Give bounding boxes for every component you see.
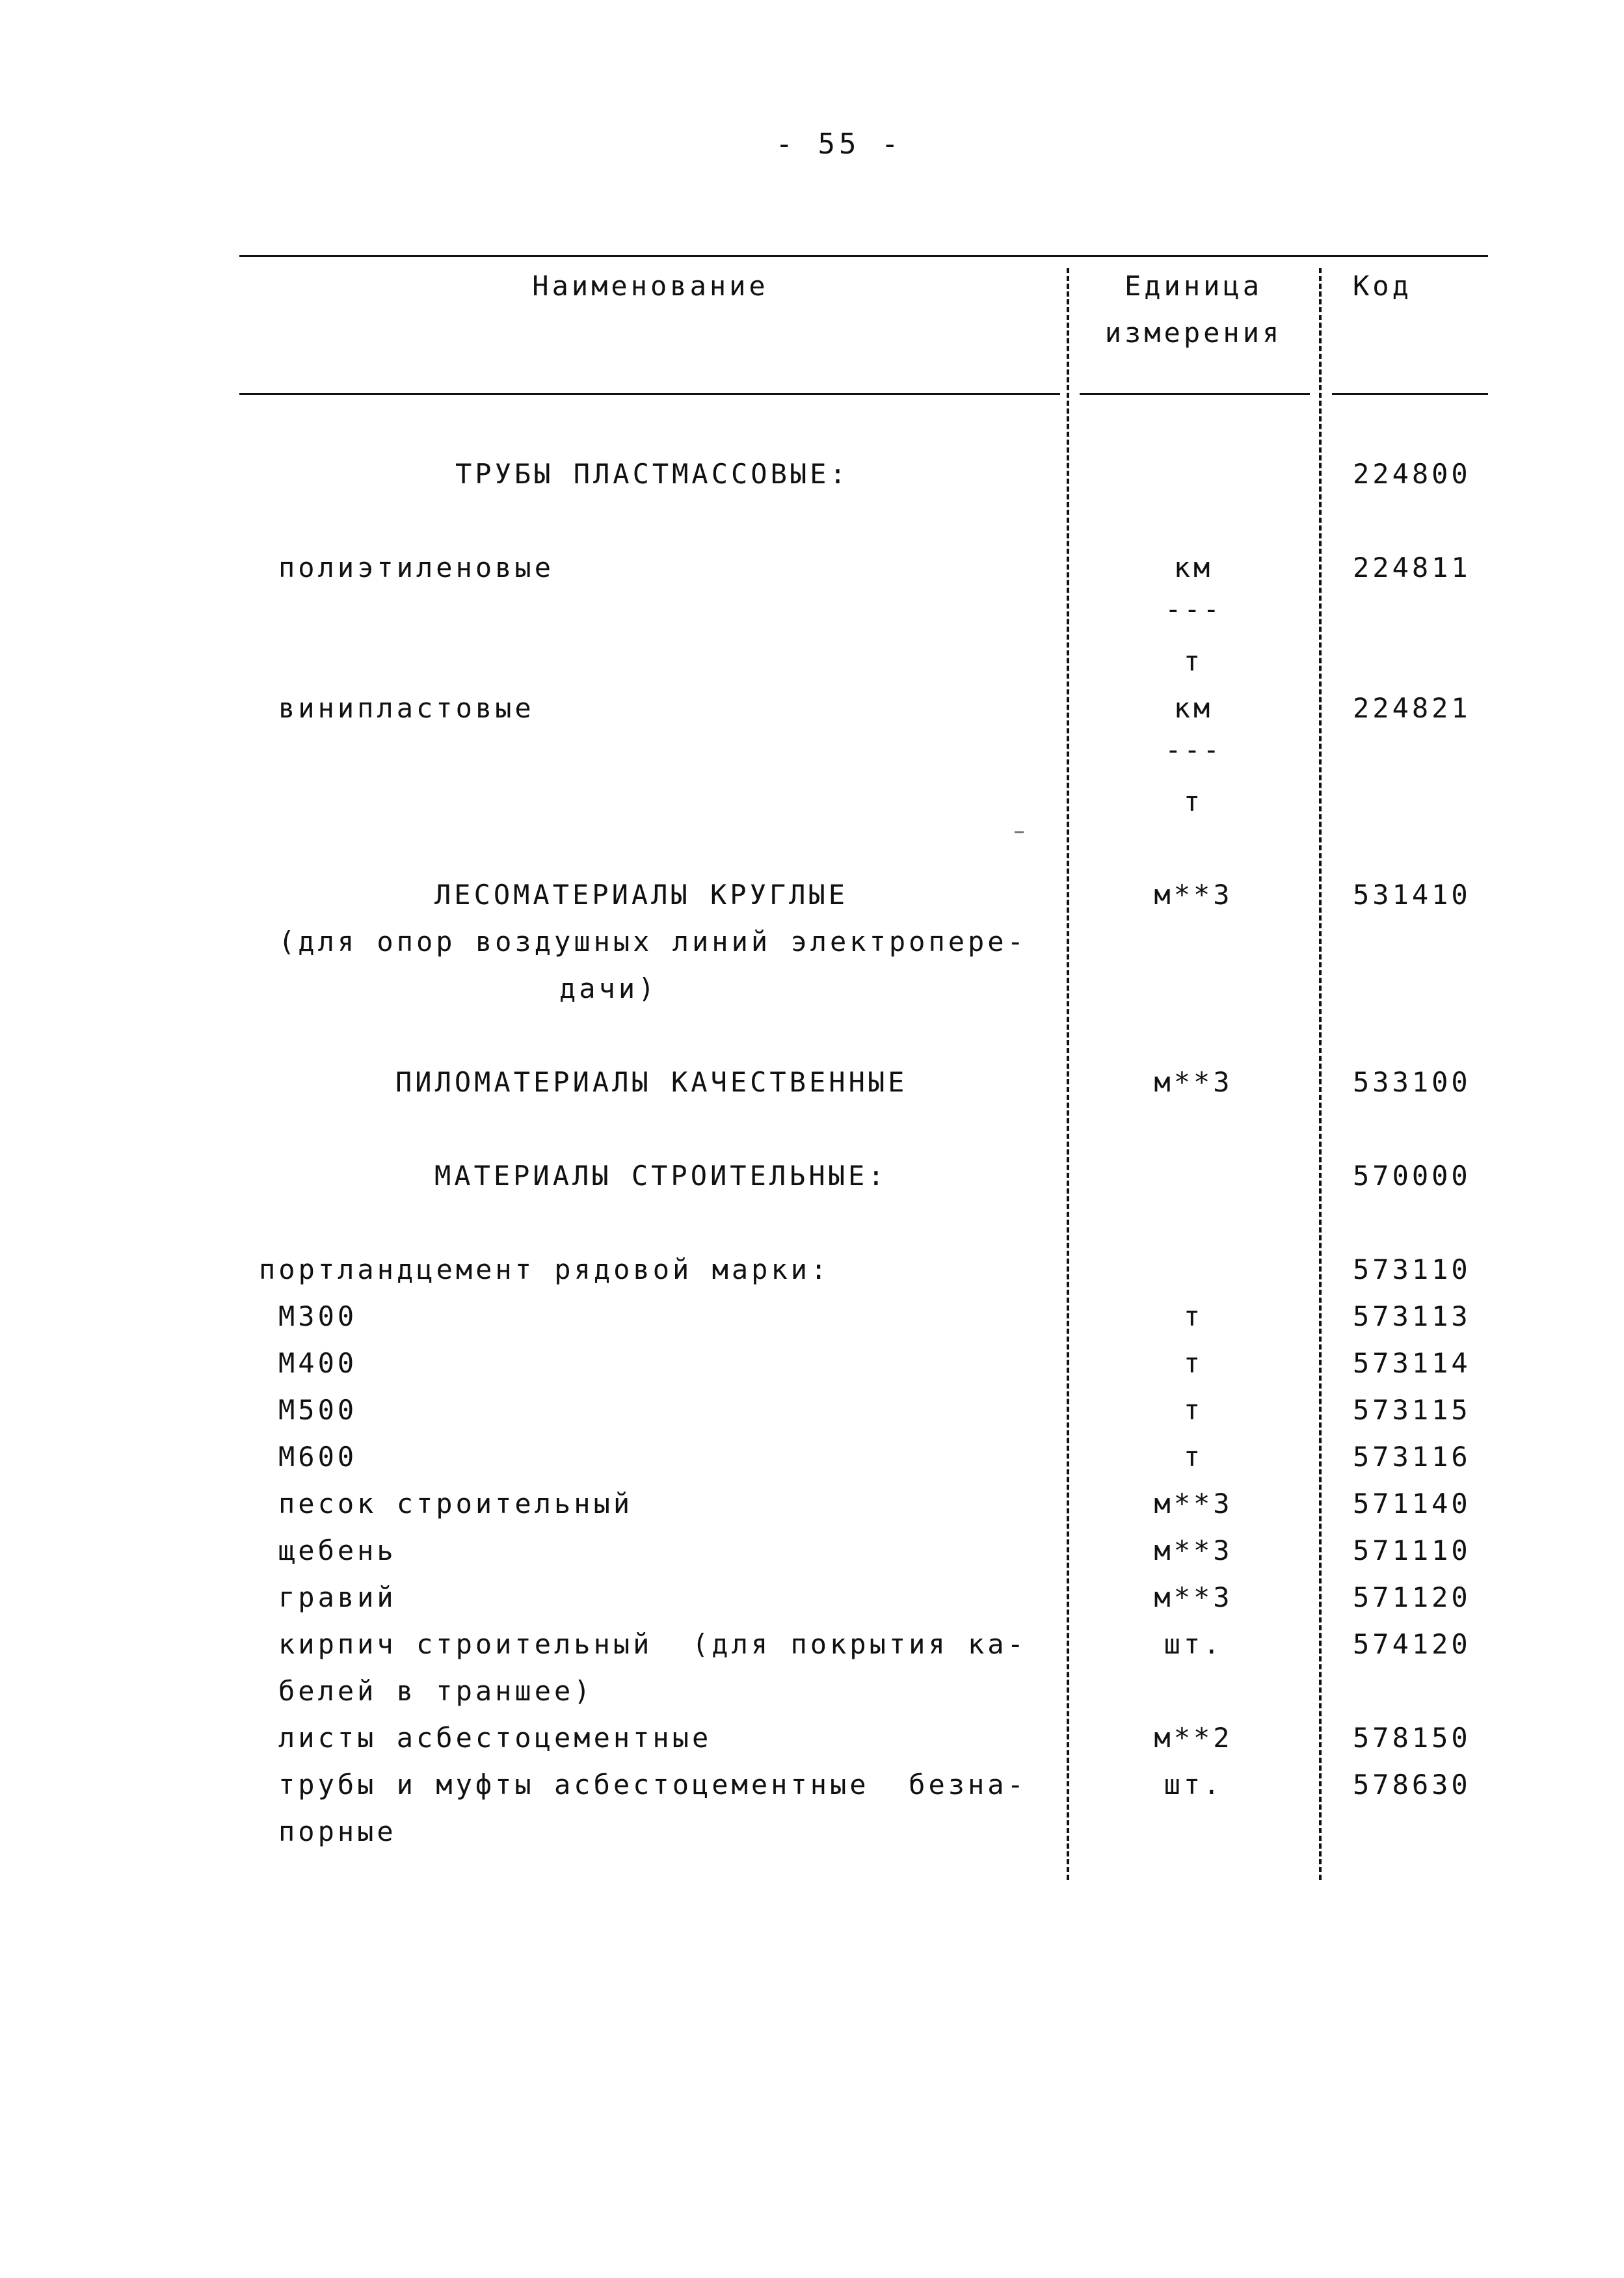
- header-code: Код: [1353, 270, 1412, 302]
- row-name-building-materials: МАТЕРИАЛЫ СТРОИТЕЛЬНЫЕ:: [434, 1160, 888, 1192]
- row-unit-m500: т: [1183, 1394, 1204, 1426]
- scan-mark: [1015, 831, 1024, 833]
- row-code-m500: 573115: [1353, 1394, 1471, 1426]
- column-separator-2: [1319, 268, 1322, 1880]
- row-unit-asbestos-pipes: шт.: [1164, 1769, 1223, 1801]
- row-code-quality-lumber: 533100: [1353, 1066, 1471, 1098]
- row-unit-m400: т: [1183, 1347, 1204, 1379]
- column-separator-1: [1067, 268, 1069, 1880]
- header-bottom-rule-unit: [1080, 393, 1310, 395]
- row-name-round-timber-line2: (для опор воздушных линий электропере-: [278, 926, 1027, 958]
- row-unit-polyethylene: км: [1173, 552, 1214, 583]
- row-code-pipes-plastic: 224800: [1353, 458, 1471, 490]
- row-unit-quality-lumber: м**3: [1154, 1066, 1233, 1098]
- row-code-portland-cement: 573110: [1353, 1253, 1471, 1285]
- row-unit-vinyl-plastic-divider: ---: [1165, 734, 1222, 766]
- row-code-crushed-stone: 571110: [1353, 1534, 1471, 1566]
- row-name-polyethylene: полиэтиленовые: [278, 552, 555, 583]
- row-unit-crushed-stone: м**3: [1154, 1534, 1233, 1566]
- header-name: Наименование: [532, 270, 769, 302]
- row-name-round-timber-line3: дачи): [559, 972, 658, 1004]
- row-name-round-timber: ЛЕСОМАТЕРИАЛЫ КРУГЛЫЕ: [434, 879, 849, 911]
- row-unit-round-timber: м**3: [1154, 879, 1233, 911]
- row-unit-m300: т: [1183, 1300, 1204, 1332]
- row-code-gravel: 571120: [1353, 1581, 1471, 1613]
- row-name-m500: М500: [278, 1394, 358, 1426]
- row-unit-vinyl-plastic-denominator: т: [1183, 786, 1204, 818]
- row-unit-m600: т: [1183, 1441, 1204, 1473]
- row-name-m400: М400: [278, 1347, 358, 1379]
- row-code-brick: 574120: [1353, 1628, 1471, 1660]
- row-name-brick: кирпич строительный (для покрытия ка-: [278, 1628, 1027, 1660]
- row-code-building-materials: 570000: [1353, 1160, 1471, 1192]
- header-unit-line1: Единица: [1124, 270, 1262, 302]
- row-name-asbestos-pipes-line2: порные: [278, 1816, 397, 1847]
- header-unit-line2: измерения: [1104, 317, 1283, 349]
- row-code-asbestos-sheets: 578150: [1353, 1722, 1471, 1754]
- row-unit-sand: м**3: [1154, 1488, 1233, 1520]
- row-name-quality-lumber: ПИЛОМАТЕРИАЛЫ КАЧЕСТВЕННЫЕ: [395, 1066, 908, 1098]
- row-name-sand: песок строительный: [278, 1488, 633, 1520]
- page-number: - 55 -: [775, 127, 903, 161]
- row-code-m400: 573114: [1353, 1347, 1471, 1379]
- row-unit-brick: шт.: [1164, 1628, 1223, 1660]
- row-unit-vinyl-plastic: км: [1173, 692, 1214, 724]
- table-top-rule: [239, 255, 1488, 257]
- row-name-portland-cement: портландцемент рядовой марки:: [259, 1253, 831, 1285]
- row-name-m300: М300: [278, 1300, 358, 1332]
- header-bottom-rule-name: [239, 393, 1060, 395]
- row-unit-gravel: м**3: [1154, 1581, 1233, 1613]
- row-name-crushed-stone: щебень: [278, 1534, 397, 1566]
- row-name-brick-line2: белей в траншее): [278, 1675, 594, 1707]
- row-unit-polyethylene-denominator: т: [1183, 645, 1204, 677]
- row-code-round-timber: 531410: [1353, 879, 1471, 911]
- row-code-m600: 573116: [1353, 1441, 1471, 1473]
- header-bottom-rule-code: [1332, 393, 1488, 395]
- row-code-polyethylene: 224811: [1353, 552, 1471, 583]
- row-name-m600: М600: [278, 1441, 358, 1473]
- row-code-m300: 573113: [1353, 1300, 1471, 1332]
- row-name-asbestos-pipes: трубы и муфты асбестоцементные безна-: [278, 1769, 1027, 1801]
- row-code-vinyl-plastic: 224821: [1353, 692, 1471, 724]
- row-name-pipes-plastic: ТРУБЫ ПЛАСТМАССОВЫЕ:: [455, 458, 849, 490]
- row-name-asbestos-sheets: листы асбестоцементные: [278, 1722, 712, 1754]
- row-unit-asbestos-sheets: м**2: [1154, 1722, 1233, 1754]
- row-name-vinyl-plastic: винипластовые: [278, 692, 535, 724]
- row-name-gravel: гравий: [278, 1581, 397, 1613]
- row-code-asbestos-pipes: 578630: [1353, 1769, 1471, 1801]
- row-unit-polyethylene-divider: ---: [1165, 593, 1222, 625]
- row-code-sand: 571140: [1353, 1488, 1471, 1520]
